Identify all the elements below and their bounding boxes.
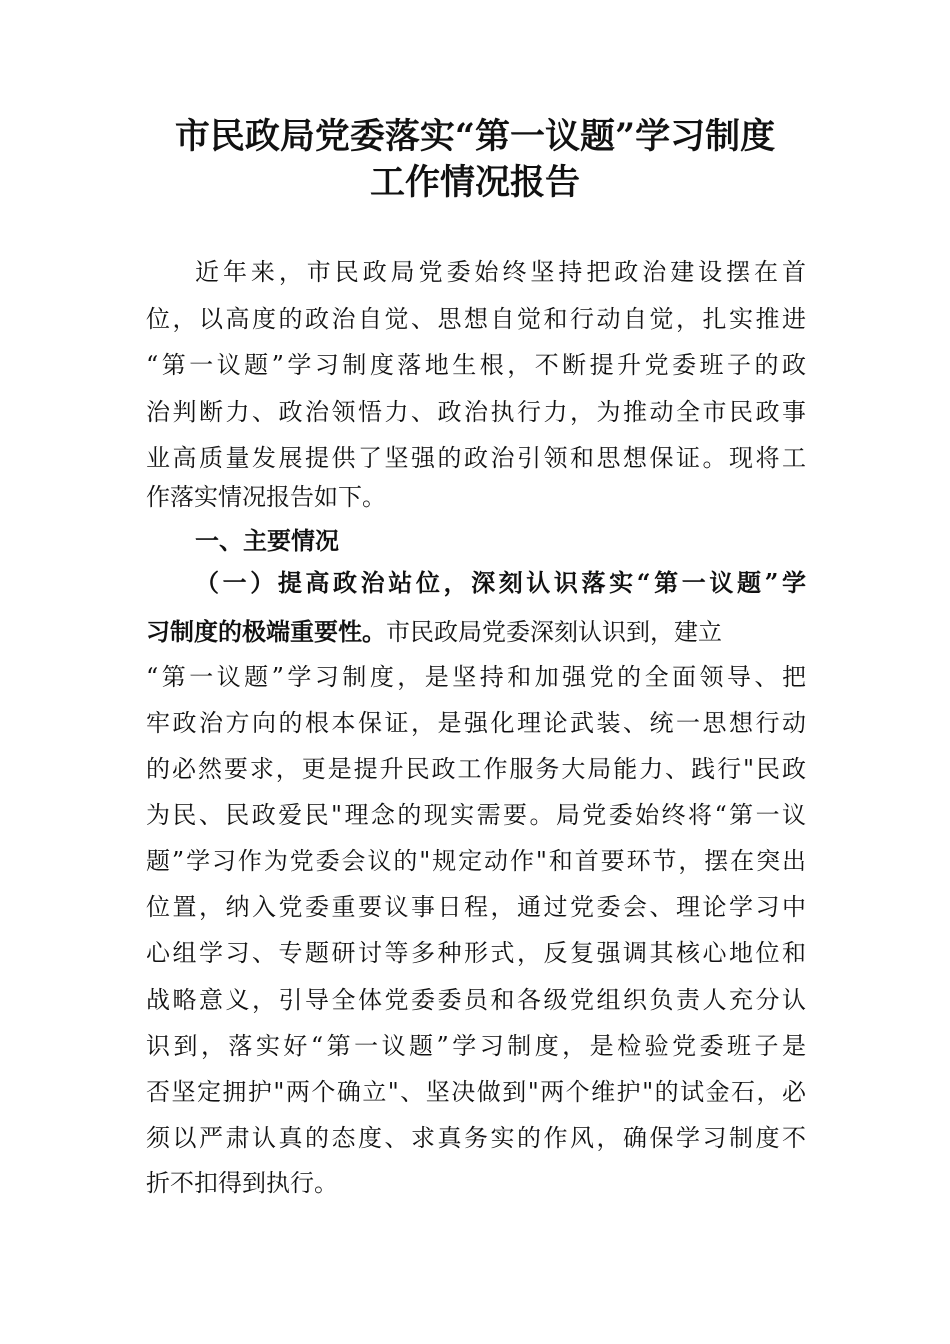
- section-heading: 一、主要情况: [195, 527, 339, 555]
- subsection-body-start: 市民政局党委深刻认识到，建立: [386, 618, 722, 646]
- paragraph-line: 战略意义，引导全体党委委员和各级党组织负责人充分认: [146, 986, 806, 1014]
- paragraph-line: 为民、民政爱民"理念的现实需要。局党委始终将“第一议: [146, 801, 806, 829]
- paragraph-line: 位置，纳入党委重要议事日程，通过党委会、理论学习中: [146, 893, 806, 921]
- paragraph-line: 识到，落实好“第一议题”学习制度，是检验党委班子是: [146, 1032, 806, 1060]
- paragraph-line: 治判断力、政治领悟力、政治执行力，为推动全市民政事: [146, 398, 806, 426]
- document-title-line-1: 市民政局党委落实“第一议题”学习制度: [174, 116, 776, 157]
- paragraph-line: 题”学习作为党委会议的"规定动作"和首要环节，摆在突出: [146, 847, 806, 875]
- paragraph-line: 心组学习、专题研讨等多种形式，反复强调其核心地位和: [146, 939, 806, 967]
- subsection-heading-tail: 习制度的极端重要性。: [146, 617, 386, 646]
- paragraph-line: 的必然要求，更是提升民政工作服务大局能力、践行"民政: [146, 755, 806, 783]
- paragraph-line: “第一议题”学习制度，是坚持和加强党的全面领导、把: [146, 663, 806, 691]
- document-title-line-2: 工作情况报告: [369, 162, 580, 203]
- paragraph-line: 牢政治方向的根本保证，是强化理论武装、统一思想行动: [146, 709, 806, 737]
- paragraph-line: 作落实情况报告如下。: [146, 483, 386, 511]
- subsection-mixed-line: [146, 609, 806, 655]
- subsection-heading-line: （一）提高政治站位，深刻认识落实“第一议题”学: [195, 568, 806, 597]
- paragraph-line: “第一议题”学习制度落地生根，不断提升党委班子的政: [146, 351, 806, 379]
- paragraph-line: 否坚定拥护"两个确立"、坚决做到"两个维护"的试金石，必: [146, 1078, 806, 1106]
- paragraph-line: 位，以高度的政治自觉、思想自觉和行动自觉，扎实推进: [146, 305, 806, 333]
- paragraph-line: 近年来，市民政局党委始终坚持把政治建设摆在首: [195, 258, 806, 286]
- paragraph-line: 须以严肃认真的态度、求真务实的作风，确保学习制度不: [146, 1124, 806, 1152]
- paragraph-line: 折不扣得到执行。: [146, 1169, 338, 1197]
- paragraph-line: 业高质量发展提供了坚强的政治引领和思想保证。现将工: [146, 444, 806, 472]
